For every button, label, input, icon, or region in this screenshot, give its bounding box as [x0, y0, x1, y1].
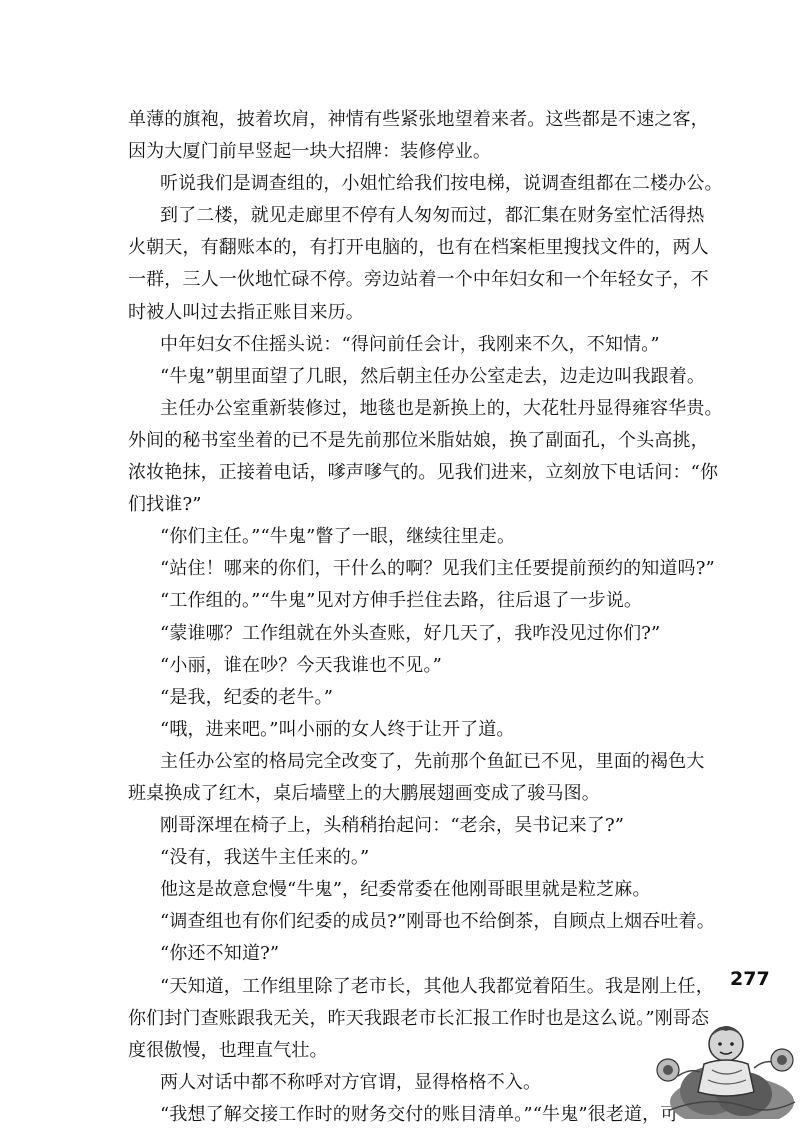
text-line: 他这是故意怠慢“牛鬼”，纪委常委在他刚哥眼里就是粒芝麻。: [160, 879, 651, 901]
text-line: 到了二楼，就见走廊里不停有人匆匆而过，都汇集在财务室忙活得热: [160, 205, 705, 227]
text-line: “蒙谁哪？工作组就在外头查账，好几天了，我咋没见过你们?”: [160, 622, 661, 644]
text-line: “小丽，谁在吵？今天我谁也不见。”: [160, 654, 442, 676]
text-line: “牛鬼”朝里面望了几眼，然后朝主任办公室走去，边走边叫我跟着。: [160, 365, 706, 387]
text-line: 班桌换成了红木，桌后墙壁上的大鹏展翅画变成了骏马图。: [128, 782, 600, 804]
text-line: 火朝天，有翻账本的，有打开电脑的，也有在档案柜里搜找文件的，两人: [128, 237, 709, 259]
text-line: 听说我们是调查组的，小姐忙给我们按电梯，说调查组都在二楼办公。: [160, 173, 723, 195]
text-line: “你还不知道?”: [160, 943, 280, 965]
text-line: “是我，纪委的老牛。”: [160, 686, 334, 708]
page-number: 277: [730, 968, 770, 990]
text-line: 浓妆艳抹，正接着电话，嗲声嗲气的。见我们进来，立刻放下电话问：“你: [128, 462, 719, 484]
text-line: 你们封门查账跟我无关，昨天我跟老市长汇报工作时也是这么说。”刚哥态: [128, 1007, 710, 1029]
text-line: 外间的秘书室坐着的已不是先前那位米脂姑娘，换了副面孔，个头高挑，: [128, 429, 709, 451]
text-line: 一群，三人一伙地忙碌不停。旁边站着一个中年妇女和一个年轻女子，不: [128, 269, 709, 291]
text-line: 因为大厦门前早竖起一块大招牌：装修停业。: [128, 141, 491, 163]
text-line: “天知道，工作组里除了老市长，其他人我都觉着陌生。我是刚上任，: [160, 975, 714, 997]
text-line: 单薄的旗袍，披着坎肩，神情有些紧张地望着来者。这些都是不速之客，: [128, 109, 709, 130]
text-line: 们找谁?”: [128, 494, 202, 516]
text-line: 主任办公室的格局完全改变了，先前那个鱼缸已不见，里面的褐色大: [160, 750, 705, 772]
text-line: “没有，我送牛主任来的。”: [160, 847, 370, 869]
text-line: “站住！哪来的你们，干什么的啊？见我们主任要提前预约的知道吗?”: [160, 558, 715, 580]
decorative-figure-icon: [650, 998, 800, 1119]
text-line: 两人对话中都不称呼对方官谓，显得格格不入。: [160, 1071, 542, 1093]
text-line: 主任办公室重新装修过，地毯也是新换上的，大花牡丹显得雍容华贵。: [160, 397, 723, 419]
text-line: “调查组也有你们纪委的成员?”刚哥也不给倒茶，自顾点上烟吞吐着。: [160, 911, 715, 933]
text-line: “哦，进来吧。”叫小丽的女人终于让开了道。: [160, 718, 515, 740]
text-line: 中年妇女不住摇头说：“得问前任会计，我刚来不久，不知情。”: [160, 333, 660, 355]
body-text: [128, 104, 723, 1131]
text-line: “我想了解交接工作时的财务交付的账目清单。”“牛鬼”很老道，可: [160, 1103, 679, 1125]
text-line: “工作组的。”“牛鬼”见对方伸手拦住去路，往后退了一步说。: [160, 590, 643, 612]
text-line: 刚哥深埋在椅子上，头稍稍抬起问：“老余，吴书记来了?”: [160, 815, 625, 837]
text-line: 度很傲慢，也理直气壮。: [128, 1039, 328, 1061]
text-line: 时被人叫过去指正账目来历。: [128, 301, 364, 323]
text-line: “你们主任。”“牛鬼”瞥了一眼，继续往里走。: [160, 526, 516, 548]
